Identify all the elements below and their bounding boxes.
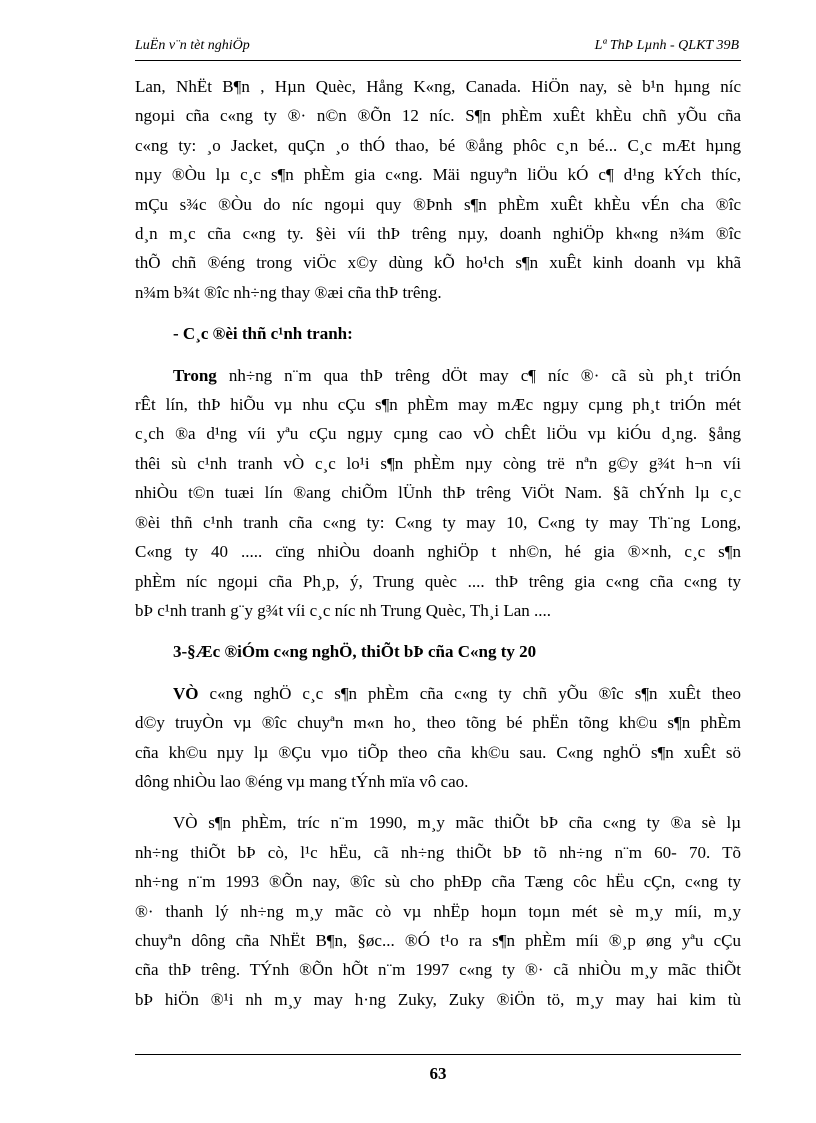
text-line: bÞ hiÖn ®¹i nh m¸y may h·ng Zuky, Zuky ®iÖn tö, m¸y may hai kim tù <box>135 989 741 1009</box>
text-span: nh÷ng n¨m qua thÞ trêng dÖt may c¶ níc ®· cã sù ph¸t triÓn <box>216 365 741 385</box>
footer-divider <box>135 1054 741 1055</box>
text-line: VÒ s¶n phÈm, tríc n¨m 1990, m¸y mãc thiÕt bÞ cña c«ng ty ®a sè lµ <box>173 813 741 833</box>
page-body <box>135 72 741 1014</box>
paragraph <box>135 72 741 307</box>
text-line: c«ng ty: ¸o Jacket, quÇn ¸o thÓ thao, bé ®ång phôc c¸n bé... C¸c mÆt hµng <box>135 135 741 155</box>
text-line: rÊt lín, thÞ hiÕu vµ nhu cÇu s¶n phÈm may mÆc ngµy cµng ph¸t triÓn mét <box>135 395 741 415</box>
header-right: Lª ThÞ Lµnh - QLKT 39B <box>594 38 739 53</box>
lead-word: Trong <box>173 365 217 385</box>
text-line: c¸ch ®a d¹ng víi yªu cÇu ngµy cµng cao vÒ chÊt liÖu vµ kiÓu d¸ng. §ång <box>135 424 741 444</box>
text-line: nh÷ng thiÕt bÞ cò, l¹c hËu, cã nh÷ng thiÕt bÞ tõ nh÷ng n¨m 60- 70. Tõ <box>135 842 741 862</box>
text-line: bÞ c¹nh tranh g¨y g¾t víi c¸c níc nh Trung Quèc, Th¸i Lan .... <box>135 600 552 620</box>
text-line: chuyªn dông cña NhËt B¶n, §øc... ®Ó t¹o ra s¶n phÈm míi ®¸p øng yªu cÇu <box>135 930 741 950</box>
section-heading: 3-§Æc ®iÓm c«ng nghÖ, thiÕt bÞ cña C«ng ty 20 <box>173 642 537 662</box>
text-line: mÇu s¾c ®Òu do níc ngoµi quy ®Þnh s¶n phÈm xuÊt khÈu vÉn cha ®îc <box>135 194 741 214</box>
text-line: ®èi thñ c¹nh tranh cña c«ng ty: C«ng ty may 10, C«ng ty may Th¨ng Long, <box>135 512 741 532</box>
text-line: phÈm níc ngoµi cña Ph¸p, ý, Trung quèc .... thÞ trêng gia c«ng cña c«ng ty <box>135 571 741 591</box>
text-line: cña thÞ trêng. TÝnh ®Õn hÕt n¨m 1997 c«ng ty ®· cã nhiÒu m¸y mãc thiÕt <box>135 960 741 980</box>
text-line: cña kh©u nµy lµ ®Çu vµo tiÕp theo cña kh©u sau. C«ng nghÖ s¶n xuÊt sö <box>135 742 741 762</box>
paragraph <box>135 808 741 1014</box>
text-line: n¾m b¾t ®îc nh÷ng thay ®æi cña thÞ trêng. <box>135 282 442 302</box>
text-line: Lan, NhËt B¶n , Hµn Quèc, Hång K«ng, Canada. HiÖn nay, sè b¹n hµng níc <box>135 77 741 96</box>
page-number: 63 <box>429 1064 447 1083</box>
text-line: thÕ chñ ®éng trong viÖc x©y dùng kÕ ho¹ch s¶n xuÊt kinh doanh vµ khã <box>135 253 741 273</box>
text-line: dông nhiÒu lao ®éng vµ mang tÝnh mïa vô cao. <box>135 771 469 791</box>
text-line: ngoµi cña c«ng ty ®· n©n ®Õn 12 níc. S¶n phÈm xuÊt khÈu chñ yÕu cña <box>135 106 741 126</box>
paragraph <box>135 679 741 797</box>
text-line: ®· thanh lý nh÷ng m¸y mãc cò vµ nhËp hoµn toµn mét sè m¸y míi, m¸y <box>135 901 741 921</box>
text-line: nµy ®Òu lµ c¸c s¶n phÈm gia c«ng. Mäi nguyªn liÖu kÓ c¶ d¹ng kÝch thíc, <box>135 165 741 185</box>
text-line: d¸n m¸c cña c«ng ty. §èi víi thÞ trêng nµy, doanh nghiÖp kh«ng n¾m ®îc <box>135 224 741 244</box>
text-line: nh÷ng n¨m 1993 ®Õn nay, ®îc sù cho phÐp cña Tæng côc hËu cÇn, c«ng ty <box>135 872 741 892</box>
text-line: nhiÒu t©n tuæi lín ®ang chiÕm lÜnh thÞ trêng ViÖt Nam. §ã chÝnh lµ c¸c <box>135 483 741 503</box>
header-left: LuËn v¨n tèt nghiÖp <box>135 38 250 53</box>
paragraph <box>135 361 741 626</box>
page-header <box>135 38 741 60</box>
text-span: c«ng nghÖ c¸c s¶n phÈm cña c«ng ty chñ yÕu ®îc s¶n xuÊt theo <box>198 683 741 703</box>
text-line: d©y truyÒn vµ ®îc chuyªn m«n ho¸ theo tõng bé phËn tõng kh©u s¶n phÈm <box>135 713 741 733</box>
text-line: C«ng ty 40 ..... cïng nhiÒu doanh nghiÖp t nh©n, hé gia ®×nh, c¸c s¶n <box>135 542 741 562</box>
header-divider <box>135 60 741 61</box>
text-line <box>135 361 741 390</box>
text-line: thêi sù c¹nh tranh vÒ c¸c lo¹i s¶n phÈm nµy còng trë nªn g©y g¾t h¬n víi <box>135 453 741 473</box>
section-heading: - C¸c ®èi thñ c¹nh tranh: <box>173 324 353 344</box>
text-line <box>135 679 741 708</box>
lead-word: VÒ <box>173 683 199 703</box>
